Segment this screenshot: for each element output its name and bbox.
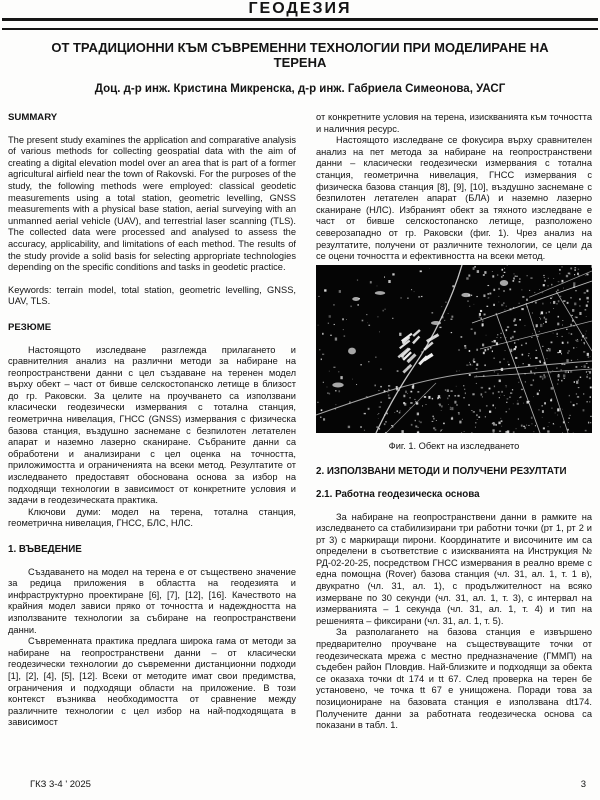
section-1-heading: 1. ВЪВЕДЕНИЕ [8,544,82,555]
focus-paragraph: Настоящото изследване се фокусира върху сравнителен анализ на пет метода за набиране на геопространствени данни – класически геодезически измервания с тотална станция, геометрична нивелация, ГНСС измервания с физическа базова станция [8], [9], [10], въздушно заснемане с безпилотен летателен апарат (БЛА) и наземно лазерно сканиране (НЛС). Избраният обект за тяхното изследване е част от бивше селскостопанско летище, разположено северозападно от гр. Раковски (фиг. 1). Чрез анализ на резултатите, получени от различните технологии, се цели да се оцени точността и ефективността на всеки метод. [316,135,592,262]
summary-heading: SUMMARY [8,112,58,123]
two-column-body [8,112,592,732]
figure-aerial-image [316,265,592,433]
keywords-text: Keywords: terrain model, total station, geometric levelling, GNSS, UAV, TLS. [8,284,296,307]
aerial-photo-svg [316,265,592,433]
summary-text: The present study examines the application and comparative analysis of various methods for collecting geospatial data with the aim of creating a digital elevation model over an area that is part of a former agricultural airfield near the town of Rakovski. For the purposes of the study, the following methods were employed: classical geodetic measurements using a total station, geometric levelling, GNSS measurements with a physical base station, aerial surveying with an unmanned aerial vehicle (UAV), and terrestrial laser scanning (TLS). The collected data were processed and analysed to assess the accuracy, applicability, and limitations of each method. The results of the study provide a solid basis for selecting appropriate technologies depending on the specific conditions and tasks in geodetic practice. [8,134,296,273]
right-column [316,112,592,732]
continuation-paragraph: от конкретните условия на терена, изискванията към точността и наличния ресурс. [316,112,592,134]
journal-header: ГЕОДЕЗИЯ [248,0,352,17]
page-title: ОТ ТРАДИЦИОННИ КЪМ СЪВРЕМЕННИ ТЕХНОЛОГИИ ПРИ МОДЕЛИРАНЕ НА ТЕРЕНА [51,40,549,70]
intro-paragraph-2: Съвременната практика предлага широка гама от методи за набиране на геопространствени данни – от класически геодезически технологии до съвременни дистанционни подходи [1], [2], [4], [5], [12]. Всеки от методите имат свои предимства, ограничения и подходящи области на приложение. В този контекст възниква необходимостта от сравнение между различните технологии с цел избор на най-подходящата в зависимост [8,636,296,728]
section-2-heading: 2. ИЗПОЛЗВАНИ МЕТОДИ И ПОЛУЧЕНИ РЕЗУЛТАТИ [316,466,567,478]
method-paragraph-2: За разполагането на базова станция е извършено предварително проучване на съществуващите точки от геодезическата мрежа с местно предназначение (ГММП) на съдебен район Пловдив. Най-близките и подходящи за обекта се оказаха точки dt 174 и tt 67. След проверка на терен бе установено, че точка tt 67 е унищожена. Поради това за позициониране на базовата станция е използвана dt174. Получените данни за работната геодезическа основа са показани в табл. 1. [316,627,592,731]
resume-heading: РЕЗЮМЕ [8,321,52,333]
section-2-1-heading: 2.1. Работна геодезическа основа [316,488,480,500]
authors-line: Доц. д-р инж. Кристина Микренска, д-р инж. Габриела Симеонова, УАСГ [94,83,506,95]
intro-paragraph-1: Създаването на модел на терена е от съществено значение за редица приложения в областта на геодезията и инфраструктурно проектиране [6], [7], [12], [16]. Качеството на крайния модел зависи пряко от точността и надеждността на използваните технологии за събиране на геопространствени данни. [8,566,296,635]
resume-keywords: Ключови думи: модел на терена, тотална станция, геометрична нивелация, ГНСС, БЛС, НЛС. [8,506,296,529]
footer-journal-id: ГКЗ 3-4 ' 2025 [30,779,91,790]
left-column [8,112,296,732]
page-number: 3 [580,779,586,790]
resume-text: Настоящото изследване разглежда прилагането и сравнителния анализ на различни методи за набиране на геопространствени данни с цел създаване на теренен модел върху обект – част от бивше селскостопанско летище в близост до гр. Раковски. За целите на проучването са използвани класически геодезически измервания с тотална станция, геометрична нивелация, ГНСС (GNSS) измервания с физическа базова станция, въздушно заснемане с безпилотен летателен апарат и наземно лазерно сканиране. Събраните данни са обработени и анализирани с цел оценка на точността, приложимостта и ограниченията на всеки метод. Резултатите от изследването предоставят обоснована основа за избор на подходящи технологии в зависимост от конкретните условия и задачи в геодезическата практика. [8,344,296,506]
header-rule [2,18,598,30]
method-paragraph-1: За набиране на геопространствени данни в рамките на изследването са стабилизирани три работни точки (рт 1, рт 2 и рт 3) с маркиращи пирони. Координатите и височините им са определени в съответствие с изискванията на Инструкция № РД-02-20-25, посредством ГНСС измервания в реално време с една помощна (Rover) базова станция (чл. 31, ал. 1, т. 1 в), двукратно (чл. 31, ал. 1), с продължителност на всяко измерване по 30 секунди (чл. 31, ал. 1, т. 3), с интервал на измерванията – 1 секунда (чл. 31, ал. 1, т. 4) и тип на решенията – фиксирани (чл. 31, ал. 1, т. 5). [316,511,592,626]
figure-caption: Фиг. 1. Обект на изследването [388,440,520,451]
